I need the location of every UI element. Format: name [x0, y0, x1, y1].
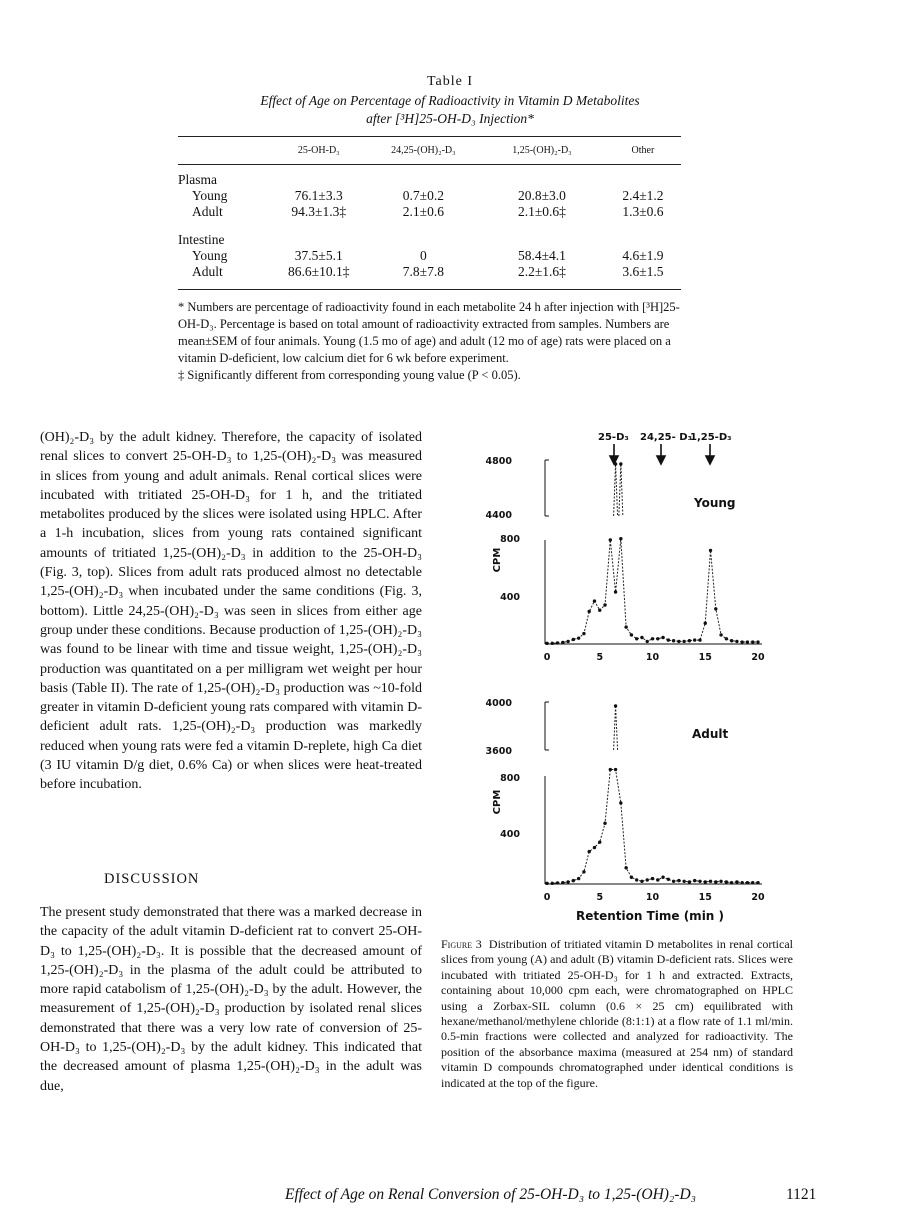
- marker-label: 1,25-D₃: [690, 432, 732, 443]
- table-group-row: [178, 172, 681, 188]
- data-point: [577, 636, 580, 639]
- figure-chart: [480, 420, 800, 930]
- data-point: [661, 636, 664, 639]
- data-point: [667, 878, 670, 881]
- data-point: [598, 609, 601, 612]
- data-point: [630, 633, 633, 636]
- footnote-text: * Numbers are percentage of radioactivity found in each metabolite 24 h after injection with [³H]25-OH-D₃. Percentage is based on total amount of radioactivity extracted from samples. Numbers are mean±SEM of four animals. Young (1.5 mo of age) and adult (12 mo of age) rats were placed on a vitamin D-deficient, low calcium diet for 6 wk before experiment.: [178, 300, 680, 365]
- data-point: [735, 880, 738, 883]
- data-point: [672, 880, 675, 883]
- young-panel-label: Young: [694, 496, 736, 510]
- table-cell: 7.8±7.8: [402, 264, 444, 279]
- data-point: [677, 879, 680, 882]
- footnote-significance: ‡ Significantly different from corresponding young value (P < 0.05).: [178, 368, 521, 382]
- data-point: [593, 846, 596, 849]
- data-point: [582, 870, 585, 873]
- y-tick-label: 400: [500, 592, 520, 603]
- data-point: [603, 603, 606, 606]
- data-point: [714, 880, 717, 883]
- y-tick-label: 3600: [485, 746, 512, 757]
- y-tick-label: 4800: [485, 456, 512, 467]
- group-label: Plasma: [178, 172, 217, 187]
- x-tick-label: 15: [698, 892, 712, 903]
- data-point: [561, 881, 564, 884]
- data-point: [725, 637, 728, 640]
- data-point: [704, 880, 707, 883]
- data-point: [698, 880, 701, 883]
- page-number: 1121: [786, 1186, 817, 1203]
- table-bottom-rule: [178, 289, 681, 290]
- data-point: [693, 638, 696, 641]
- table-cell: 58.4±4.1: [517, 248, 566, 263]
- table-cell: 2.4±1.2: [622, 188, 664, 203]
- data-point: [688, 880, 691, 883]
- y-axis-label: CPM: [492, 547, 503, 573]
- y-tick-label: 800: [500, 534, 520, 545]
- body-text-column-2: [40, 903, 422, 1096]
- data-point: [714, 607, 717, 610]
- data-point: [656, 878, 659, 881]
- series-line: [547, 539, 758, 644]
- data-point: [619, 537, 622, 540]
- table-row: [178, 264, 681, 280]
- data-point: [646, 640, 649, 643]
- table-header-cell: 24,25-(OH)₂-D₃: [391, 145, 456, 156]
- body-paragraph: (OH)₂-D₃ by the adult kidney. Therefore, the capacity of isolated renal slices to convert 25-OH-D₃ to 1,25-(OH)₂-D₃ was measured in slices from young and adult animals. Renal cortical slices were incubated with tritiated 25-OH-D₃ for 1 h, and the tritiated metabolites produced by the slices were isolated using HPLC. After a 1-h incubation, slices from young rats contained significant amounts of tritiated 1,25-(OH)₂-D₃ in addition to the 25-OH-D₃ (Fig. 3, top). Slices from adult rats produced almost no detectable 1,25-(OH)₂-D₃ when incubated under the same conditions (Fig. 3, bottom). Little 24,25-(OH)₂-D₃ was seen in slices from either age group under these conditions. Because production of 1,25-(OH)₂-D₃ was found to be linear with time and tissue weight, 1,25-(OH)₂-D₃ production was quantitated on a per milligram wet weight per hour basis (Table II). The rate of 1,25-(OH)₂-D₃ production was ~10-fold greater in vitamin D-deficient young rats compared with vitamin D-deficient adult rats. 1,25-(OH)₂-D₃ production was markedly reduced when young rats were fed a vitamin D-replete, high Ca diet (3 IU vitamin D/g diet, 0.6% Ca) or when slices were heat-treated before incubation.: [40, 430, 422, 793]
- peak-line: [616, 706, 618, 750]
- data-point: [740, 881, 743, 884]
- data-point: [698, 638, 701, 641]
- data-point: [709, 880, 712, 883]
- data-point: [682, 640, 685, 643]
- running-footer-title: Effect of Age on Renal Conversion of 25-OH-D₃ to 1,25-(OH)₂-D₃: [285, 1186, 697, 1203]
- adult-axis-break: [545, 702, 549, 750]
- table-row: [178, 204, 681, 220]
- figure-caption: [441, 937, 793, 1091]
- table-top-rule: [178, 136, 681, 137]
- data-point: [577, 877, 580, 880]
- data-point: [561, 641, 564, 644]
- data-point: [619, 801, 622, 804]
- table-header-cell: Other: [631, 145, 655, 156]
- data-point: [572, 638, 575, 641]
- caption-text: Distribution of tritiated vitamin D metabolites in renal cortical slices from young (A) and adult (B) vitamin D-deficient rats. Slices were incubated with tritiated 25-OH-D₃ for 1 h and extracted. Extracts, containing about 10,000 cpm each, were chromatographed on HPLC using a Zorbax-SIL column (0.6 × 25 cm) equilibrated with hexane/methanol/methylene chloride (8:1:1) at a flow rate of 1.1 ml/min. 0.5-min fractions were collected and analyzed for radioactivity. The position of the absorbance maxima (measured at 254 nm) of standard vitamin D compounds chromatographed under identical conditions is indicated at the top of the figure.: [441, 937, 793, 1090]
- data-point: [682, 880, 685, 883]
- data-point: [740, 640, 743, 643]
- data-point: [566, 880, 569, 883]
- data-point: [572, 879, 575, 882]
- table-cell: 20.8±3.0: [517, 188, 566, 203]
- section-heading: DISCUSSION: [104, 871, 200, 887]
- data-point: [651, 637, 654, 640]
- table-cell: 2.1±0.6: [402, 204, 444, 219]
- data-point: [756, 640, 759, 643]
- data-point: [672, 639, 675, 642]
- x-tick-label: 10: [645, 652, 660, 663]
- caption-label: Figure 3: [441, 937, 482, 951]
- data-point: [751, 881, 754, 884]
- table-cell: 2.1±0.6‡: [517, 204, 566, 219]
- data-table: [178, 140, 681, 280]
- marker-arrows: [610, 444, 714, 464]
- x-axis-label: Retention Time (min ): [575, 909, 725, 923]
- data-point: [635, 878, 638, 881]
- table-cell: 2.2±1.6‡: [517, 264, 566, 279]
- peak-point: [614, 704, 617, 707]
- table-cell: 4.6±1.9: [622, 248, 664, 263]
- young-series: [545, 462, 759, 645]
- data-point: [545, 882, 548, 885]
- table-cell: 0.7±0.2: [402, 188, 444, 203]
- peak-line: [614, 464, 616, 516]
- table-cell: 94.3±1.3‡: [291, 204, 347, 219]
- data-point: [735, 640, 738, 643]
- young-axes: [545, 540, 762, 644]
- table-row: [178, 248, 681, 264]
- data-point: [646, 878, 649, 881]
- table-subtitle-2: after [³H]25-OH-D₃ Injection*: [366, 111, 534, 126]
- table-title: Table I: [426, 74, 474, 89]
- adult-axes: [545, 776, 762, 884]
- marker-label: 24,25- D₃: [640, 432, 692, 443]
- x-tick-label: 20: [751, 652, 765, 663]
- table-header-cell: 25-OH-D₃: [297, 145, 340, 156]
- data-point: [746, 640, 749, 643]
- young-axis-break: [545, 460, 549, 516]
- table-header-row: [178, 140, 681, 162]
- data-point: [693, 879, 696, 882]
- row-label: Adult: [192, 264, 223, 279]
- table-row: [178, 188, 681, 204]
- data-point: [688, 639, 691, 642]
- marker-label: 25-D₃: [598, 432, 629, 443]
- table-header-cell: 1,25-(OH)₂-D₃: [512, 145, 572, 156]
- data-point: [630, 876, 633, 879]
- y-tick-label: 4400: [485, 510, 512, 521]
- data-point: [667, 638, 670, 641]
- data-point: [640, 880, 643, 883]
- data-point: [614, 590, 617, 593]
- data-point: [556, 641, 559, 644]
- data-point: [588, 610, 591, 613]
- data-point: [730, 881, 733, 884]
- data-point: [730, 639, 733, 642]
- peak-point: [614, 462, 617, 465]
- data-point: [566, 640, 569, 643]
- data-point: [603, 822, 606, 825]
- data-point: [551, 642, 554, 645]
- table-subtitle: Effect of Age on Percentage of Radioactivity in Vitamin D Metabolites: [260, 93, 640, 108]
- series-line: [547, 770, 758, 884]
- data-point: [551, 882, 554, 885]
- data-point: [651, 877, 654, 880]
- data-point: [614, 768, 617, 771]
- row-label: Adult: [192, 204, 223, 219]
- data-point: [640, 636, 643, 639]
- data-point: [582, 632, 585, 635]
- data-point: [545, 642, 548, 645]
- peak-line: [621, 464, 623, 516]
- data-point: [661, 876, 664, 879]
- table-cell: 37.5±5.1: [294, 248, 343, 263]
- data-point: [725, 880, 728, 883]
- table-cell: 0: [420, 248, 427, 263]
- adult-panel-label: Adult: [692, 727, 729, 741]
- y-tick-label: 800: [500, 773, 520, 784]
- data-point: [609, 768, 612, 771]
- data-point: [709, 549, 712, 552]
- table-group-row: [178, 232, 681, 248]
- x-tick-label: 0: [543, 652, 551, 663]
- x-tick-label: 20: [751, 892, 765, 903]
- body-text-column: [40, 428, 422, 795]
- peak-line: [619, 464, 621, 516]
- data-point: [719, 880, 722, 883]
- data-point: [746, 881, 749, 884]
- peak-line: [616, 464, 618, 516]
- x-tick-label: 0: [543, 892, 551, 903]
- row-label: Young: [192, 248, 228, 263]
- y-tick-label: 4000: [485, 698, 512, 709]
- data-point: [556, 881, 559, 884]
- x-tick-label: 5: [596, 892, 604, 903]
- x-tick-label: 15: [698, 652, 712, 663]
- data-point: [598, 840, 601, 843]
- data-point: [704, 622, 707, 625]
- data-point: [588, 850, 591, 853]
- data-point: [609, 538, 612, 541]
- body-paragraph: The present study demonstrated that there was a marked decrease in the capacity of the adult vitamin D-deficient rat to convert 25-OH-D₃ to 1,25-(OH)₂-D₃. It is possible that the decreased amount of 1,25-(OH)₂-D₃ in the plasma of the adult could be attributed to more rapid catabolism of 1,25-(OH)₂-D₃ by the adult. However, the measurement of 1,25-(OH)₂-D₃ production by isolated renal slices demonstrated that there was a very low rate of conversion of 25-OH-D₃ to 1,25-(OH)₂-D₃ by the adult kidney. This indicated that the decreased amount of plasma 1,25-(OH)₂-D₃ in the adult was due,: [40, 905, 422, 1094]
- group-label: Intestine: [178, 232, 225, 247]
- peak-point: [619, 462, 622, 465]
- table-header-cell: [178, 140, 270, 162]
- x-tick-label: 10: [645, 892, 660, 903]
- data-point: [635, 637, 638, 640]
- table-cell: 86.6±10.1‡: [288, 264, 350, 279]
- x-tick-label: 5: [596, 652, 604, 663]
- row-label: Young: [192, 188, 228, 203]
- data-point: [719, 633, 722, 636]
- table-cell: 3.6±1.5: [622, 264, 664, 279]
- data-point: [593, 599, 596, 602]
- data-point: [751, 640, 754, 643]
- y-tick-label: 400: [500, 829, 520, 840]
- data-point: [756, 881, 759, 884]
- data-point: [656, 637, 659, 640]
- peak-line: [614, 706, 616, 750]
- table-cell: 76.1±3.3: [294, 188, 343, 203]
- data-point: [624, 866, 627, 869]
- table-footnote: [178, 299, 688, 384]
- data-point: [677, 640, 680, 643]
- table-cell: 1.3±0.6: [622, 204, 664, 219]
- y-axis-label: CPM: [492, 789, 503, 815]
- data-point: [624, 625, 627, 628]
